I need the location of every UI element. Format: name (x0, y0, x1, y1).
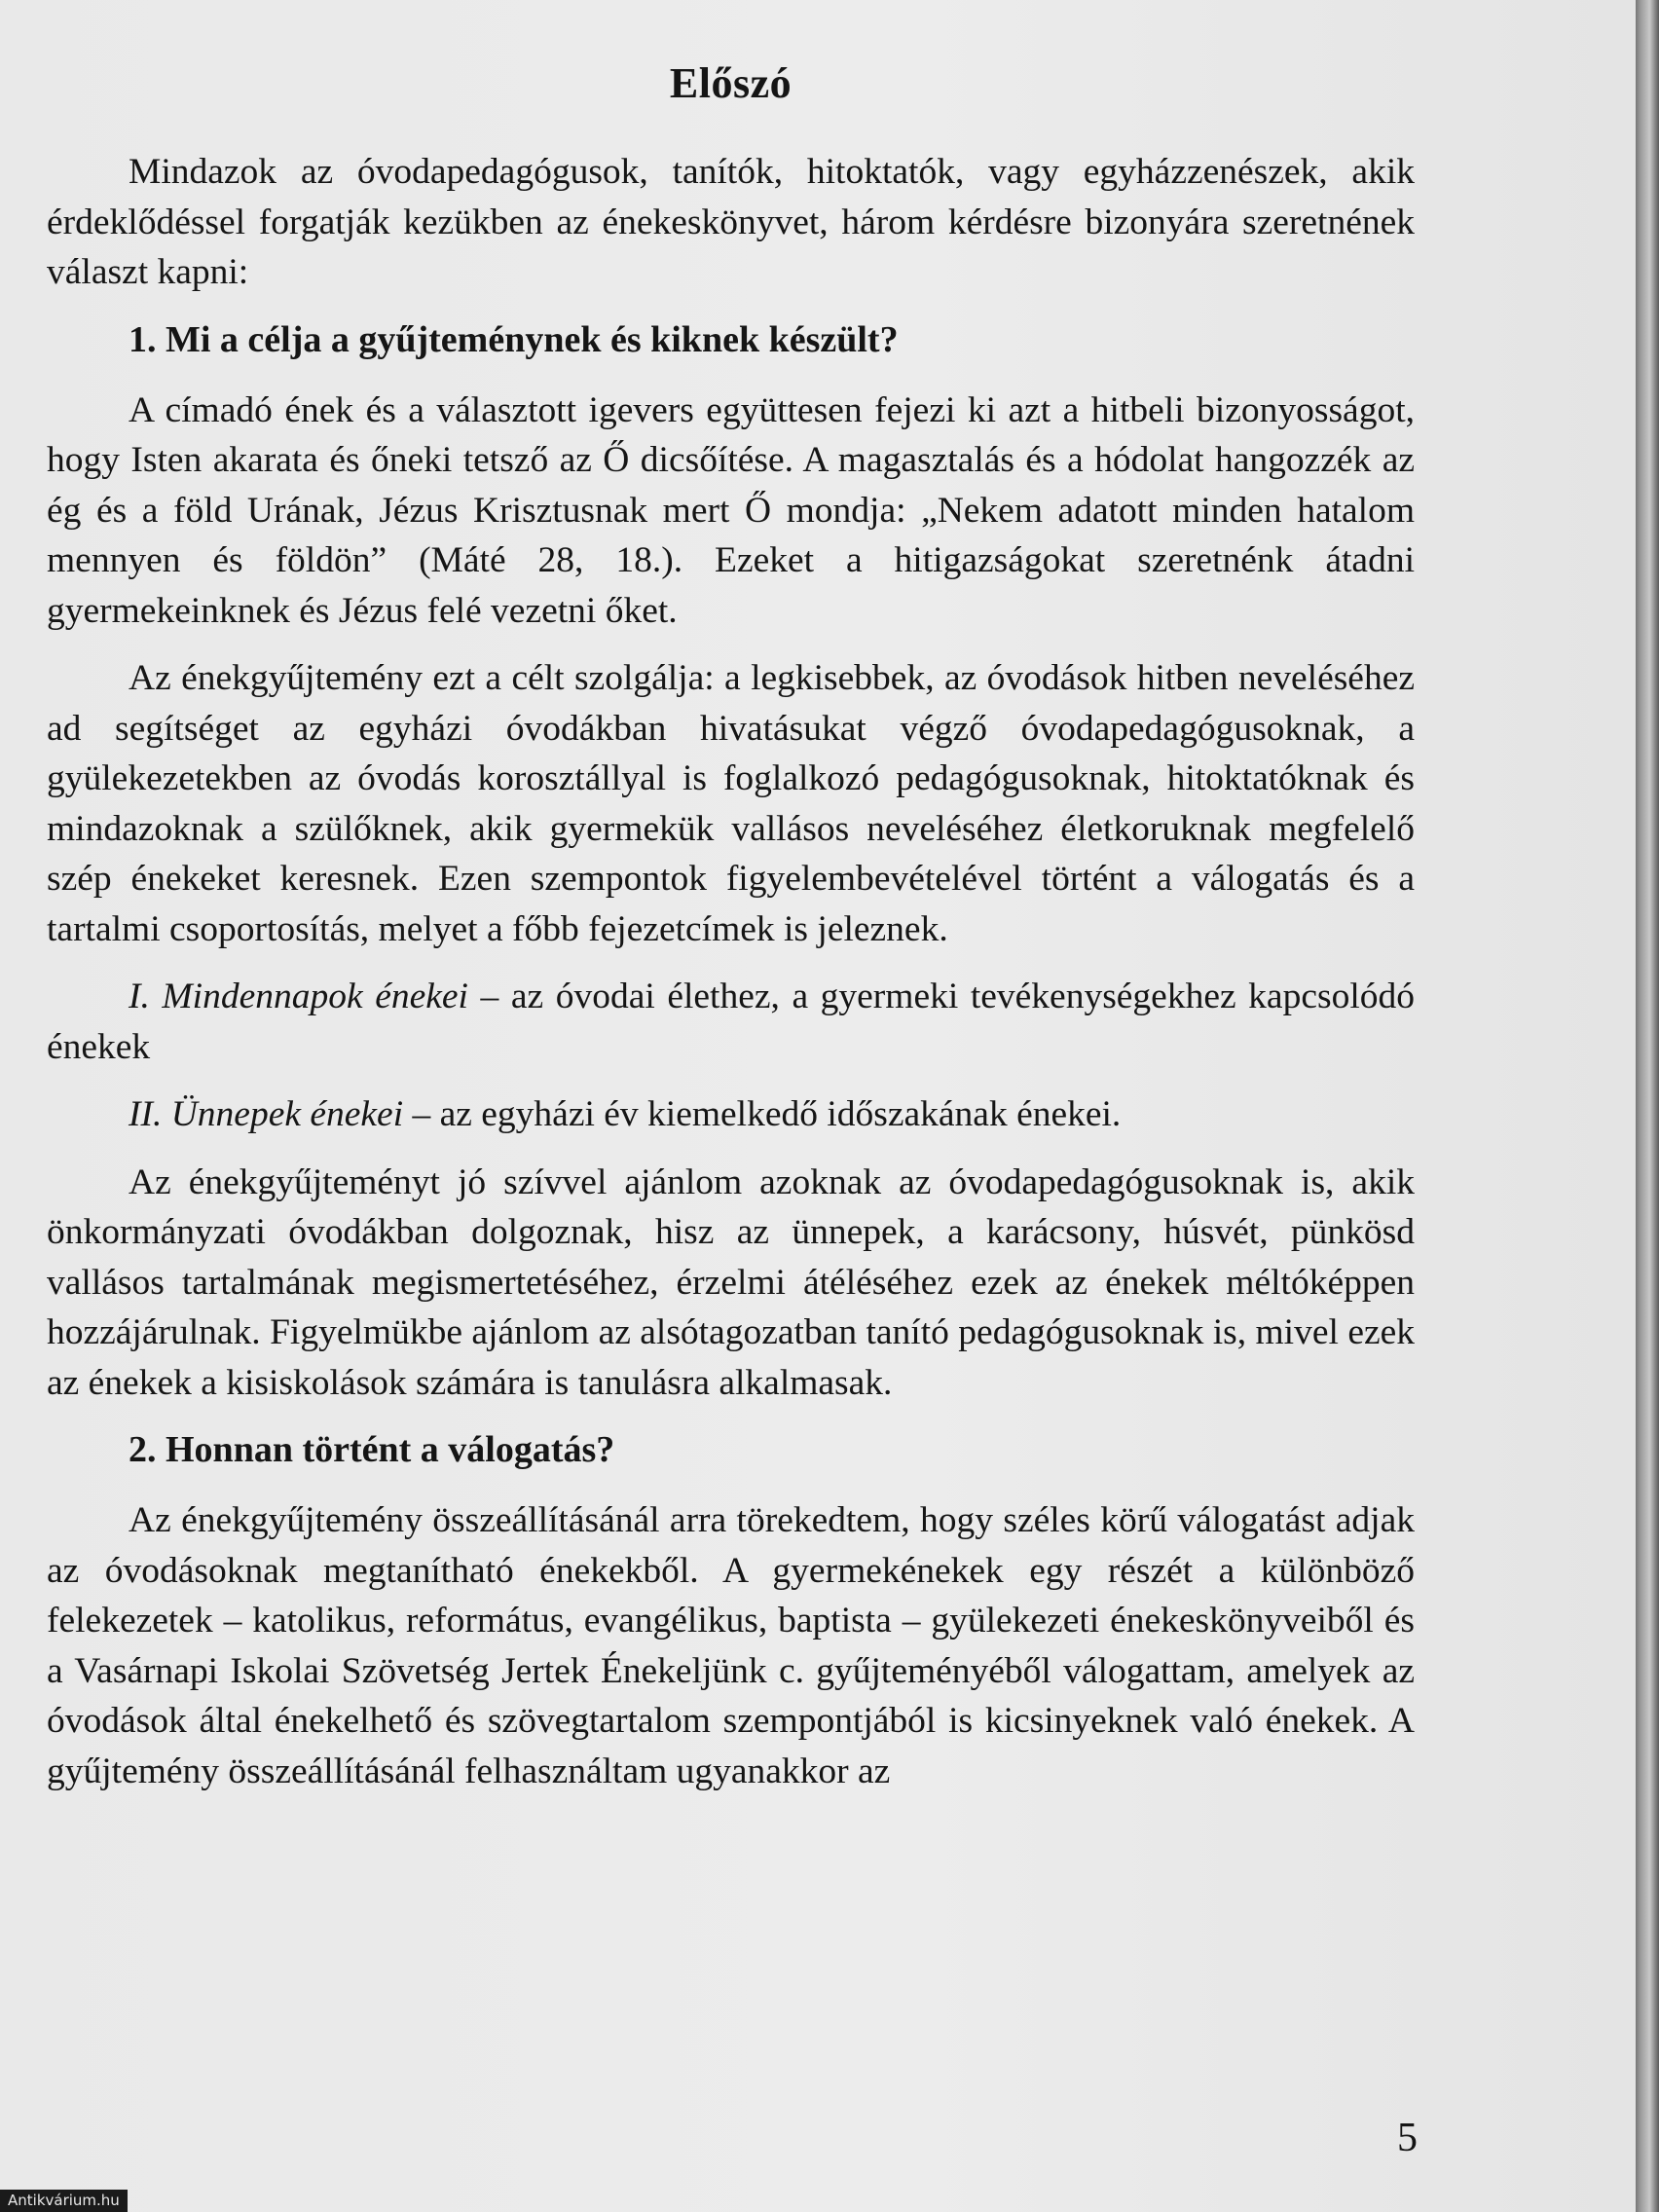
chapter-description-2: – az egyházi év kiemelkedő időszakának énekei. (403, 1094, 1122, 1134)
selection-paragraph: Az énekgyűjtemény összeállításánál arra törekedtem, hogy széles körű válogatást adjak az óvodásoknak megtanítható énekekből. A gyermekénekek egy részét a különböző felekezetek – katolikus, református, evangélikus, baptista – gyülekezeti énekeskönyveiből és a Vasárnapi Iskolai Szövetség Jertek Énekeljünk c. gyűjteményéből válogattam, amelyek az óvodások által énekelhető és szövegtartalom szempontjából is kicsinyeknek való énekek. A gyűjtemény összeállításánál felhasználtam ugyanakkor az (47, 1500, 1415, 1791)
page-number: 5 (1397, 2116, 1418, 2160)
intro-paragraph: Mindazok az óvodapedagógusok, tanítók, hitoktatók, vagy egyházzenészek, akik érdeklődéssel forgatják kezükben az énekeskönyvet, három kérdésre bizonyára szeretnének választ kapni: (47, 152, 1415, 292)
page-content (47, 58, 1415, 1814)
question-2-heading: 2. Honnan történt a válogatás? (129, 1429, 615, 1470)
question-1-heading: 1. Mi a célja a gyűjteménynek és kiknek készült? (129, 318, 899, 360)
chapter-list-item-2 (47, 1089, 1415, 1140)
chapter-title-2: II. Ünnepek énekei (129, 1094, 404, 1134)
recommendation-paragraph: Az énekgyűjteményt jó szívvel ajánlom azoknak az óvodapedagógusoknak is, akik önkormányzati óvodákban dolgoznak, hisz az ünnepek, a karácsony, húsvét, pünkösd vallásos tartalmának megismertetéséhez, érzelmi átéléséhez ezek az énekek méltóképpen hozzájárulnak. Figyelmükbe ajánlom az alsótagozatban tanító pedagógusoknak is, mivel ezek az énekek a kisiskolások számára is tanulásra alkalmasak. (47, 1161, 1415, 1403)
source-watermark: Antikvárium.hu (0, 2190, 128, 2212)
chapter-title-1: I. Mindennapok énekei (129, 977, 468, 1016)
audience-paragraph: Az énekgyűjtemény ezt a célt szolgálja: a legkisebbek, az óvodások hitben neveléséhez ad segítséget az egyházi óvodákban hivatásukat végző óvodapedagógusoknak, a gyülekezetekben az óvodás korosztállyal is foglalkozó pedagógusoknak, hitoktatóknak és mindazoknak a szülőknek, akik gyermekük vallásos neveléséhez életkoruknak megfelelő szép énekeket keresnek. Ezen szempontok figyelembevételével történt a válogatás és a tartalmi csoportosítás, melyet a főbb fejezetcímek is jeleznek. (47, 658, 1415, 949)
purpose-paragraph: A címadó ének és a választott igevers együttesen fejezi ki azt a hitbeli bizonyosságot, hogy Isten akarata és őneki tetsző az Ő dicsőítése. A magasztalás és a hódolat hangozzék az ég és a föld Urának, Jézus Krisztusnak mert Ő mondja: „Nekem adatott minden hatalom mennyen és földön” (Máté 28, 18.). Ezeket a hitigazságokat szeretnénk átadni gyermekeinknek és Jézus felé vezetni őket. (47, 389, 1415, 631)
chapter-description-1: – az óvodai élethez, a gyermeki tevékenységekhez kapcsolódó énekek (47, 977, 1415, 1067)
page-title: Előszó (669, 59, 793, 107)
chapter-list-item-1 (47, 972, 1415, 1072)
